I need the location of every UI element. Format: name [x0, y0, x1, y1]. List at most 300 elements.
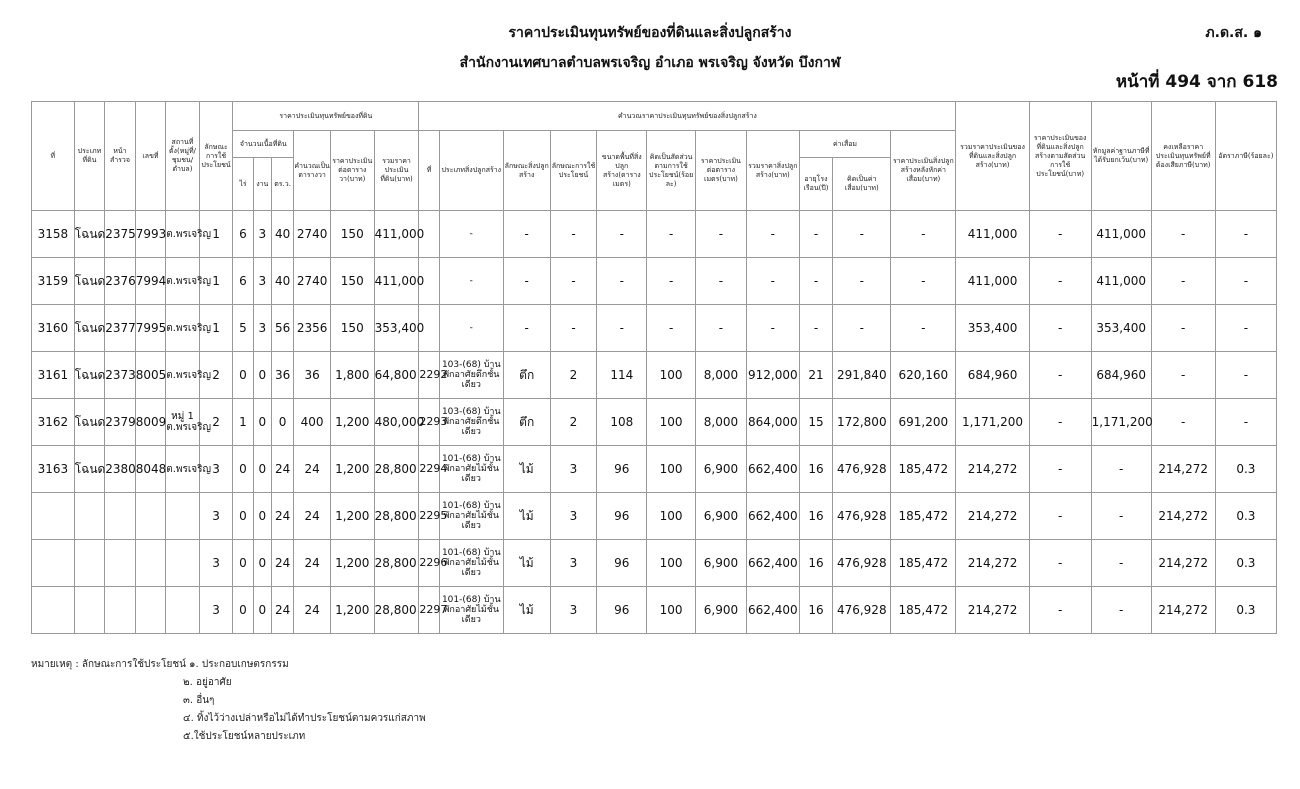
- cell-total-wa: 24: [294, 587, 331, 634]
- cell-ngan: 0: [253, 352, 271, 399]
- cell-ngan: 3: [253, 211, 271, 258]
- cell-building-price-sqm: -: [696, 305, 747, 352]
- col-doc-type: ประเภทที่ดิน: [74, 102, 105, 211]
- cell-survey-page: 2377: [105, 305, 136, 352]
- cell-tax-rate: -: [1215, 211, 1276, 258]
- cell-rai: 1: [233, 399, 253, 446]
- cell-building-total: -: [746, 211, 799, 258]
- cell-doc-type: โฉนด: [74, 352, 105, 399]
- cell-wa: 24: [271, 493, 293, 540]
- cell-building-total: 912,000: [746, 352, 799, 399]
- cell-after-depreciation: -: [891, 211, 956, 258]
- cell-land-total: 28,800: [374, 540, 419, 587]
- cell-deduction: -: [1091, 540, 1151, 587]
- cell-wa: 40: [271, 211, 293, 258]
- cell-price-per-wa: 150: [330, 211, 374, 258]
- cell-wa: 24: [271, 587, 293, 634]
- cell-age: -: [799, 258, 833, 305]
- cell-rai: 0: [233, 587, 253, 634]
- note-item: ๑. ประกอบเกษตรกรรม: [189, 659, 289, 670]
- group-building: คำนวณราคาประเมินทุนทรัพย์ของสิ่งปลูกสร้าง: [419, 102, 956, 131]
- cell-building-kind: ไม้: [503, 587, 550, 634]
- cell-land-use: 2: [199, 352, 233, 399]
- cell-building-pct: -: [647, 211, 696, 258]
- cell-deduction: -: [1091, 446, 1151, 493]
- cell-building-price-sqm: 6,900: [696, 493, 747, 540]
- cell-location: [166, 587, 200, 634]
- cell-no: 3159: [32, 258, 75, 305]
- cell-grand-total: 214,272: [956, 587, 1029, 634]
- cell-deduction: 684,960: [1091, 352, 1151, 399]
- cell-land-use: 3: [199, 540, 233, 587]
- cell-total-wa: 36: [294, 352, 331, 399]
- cell-price-per-wa: 150: [330, 305, 374, 352]
- cell-wa: 0: [271, 399, 293, 446]
- cell-depreciation-amount: -: [833, 305, 891, 352]
- cell-building-use: 3: [550, 587, 597, 634]
- col-price-per-wa: ราคาประเมินต่อตารางวา(บาท): [330, 131, 374, 211]
- cell-tax-rate: -: [1215, 352, 1276, 399]
- page-info: หน้าที่ 494 จาก 618: [1115, 72, 1278, 92]
- cell-tax-rate: 0.3: [1215, 493, 1276, 540]
- cell-location: ต.พรเจริญ: [166, 305, 200, 352]
- cell-age: 16: [799, 587, 833, 634]
- cell-total-wa: 2740: [294, 211, 331, 258]
- cell-building-area: 96: [597, 493, 647, 540]
- cell-remaining: 214,272: [1151, 587, 1215, 634]
- cell-depreciation-amount: -: [833, 211, 891, 258]
- col-building-price-sqm: ราคาประเมินต่อตารางเมตร(บาท): [696, 131, 747, 211]
- cell-building-use: 2: [550, 399, 597, 446]
- cell-building-total: 662,400: [746, 587, 799, 634]
- cell-building-use: 3: [550, 493, 597, 540]
- cell-building-area: -: [597, 258, 647, 305]
- cell-wa: 24: [271, 446, 293, 493]
- cell-building-area: 114: [597, 352, 647, 399]
- cell-building-use: 2: [550, 352, 597, 399]
- cell-age: -: [799, 211, 833, 258]
- cell-building-area: 96: [597, 540, 647, 587]
- cell-depreciation-amount: 172,800: [833, 399, 891, 446]
- cell-age: 16: [799, 493, 833, 540]
- cell-building-type: 101-(68) บ้านพักอาศัยไม้ชั้นเดียว: [439, 493, 503, 540]
- cell-building-type: 101-(68) บ้านพักอาศัยไม้ชั้นเดียว: [439, 587, 503, 634]
- cell-land-total: 28,800: [374, 446, 419, 493]
- cell-survey-page: [105, 540, 136, 587]
- cell-building-kind: ตึก: [503, 399, 550, 446]
- cell-no: [32, 493, 75, 540]
- cell-building-area: 108: [597, 399, 647, 446]
- cell-ngan: 3: [253, 305, 271, 352]
- cell-building-kind: -: [503, 305, 550, 352]
- cell-depreciation-amount: 476,928: [833, 446, 891, 493]
- table-row: [32, 446, 1277, 493]
- cell-after-depreciation: 185,472: [891, 587, 956, 634]
- cell-doc-type: [74, 493, 105, 540]
- col-total-wa: คำนวณเป็นตารางวา: [294, 131, 331, 211]
- cell-depreciation-amount: 476,928: [833, 540, 891, 587]
- cell-location: ต.พรเจริญ: [166, 258, 200, 305]
- form-code: ภ.ด.ส. ๑: [1205, 25, 1262, 41]
- cell-price-per-wa: 1,200: [330, 399, 374, 446]
- cell-building-area: 96: [597, 446, 647, 493]
- cell-remaining: -: [1151, 399, 1215, 446]
- cell-depreciation-amount: 476,928: [833, 587, 891, 634]
- cell-rai: 0: [233, 446, 253, 493]
- cell-doc-number: 8048: [135, 446, 166, 493]
- cell-building-pct: 100: [647, 540, 696, 587]
- cell-building-price-sqm: 6,900: [696, 540, 747, 587]
- cell-building-use: -: [550, 211, 597, 258]
- cell-grand-total: 1,171,200: [956, 399, 1029, 446]
- cell-proportion: -: [1029, 493, 1091, 540]
- cell-no: 3160: [32, 305, 75, 352]
- assessment-table: [31, 101, 1277, 634]
- note-item: ๕.ใช้ประโยชน์หลายประเภท: [183, 731, 306, 742]
- col-building-pct: คิดเป็นสัดส่วนตามการใช้ประโยชน์(ร้อยละ): [647, 131, 696, 211]
- col-proportion: ราคาประเมินของที่ดินและสิ่งปลูกสร้างตามสัดส่วนการใช้ประโยชน์(บาท): [1029, 102, 1091, 211]
- col-no: ที่: [32, 102, 75, 211]
- cell-doc-type: [74, 587, 105, 634]
- col-depreciation-amount: คิดเป็นค่าเสื่อม(บาท): [833, 158, 891, 211]
- cell-building-price-sqm: 8,000: [696, 399, 747, 446]
- cell-after-depreciation: 185,472: [891, 446, 956, 493]
- cell-building-pct: 100: [647, 352, 696, 399]
- cell-no: 3161: [32, 352, 75, 399]
- col-building-area: ขนาดพื้นที่สิ่งปลูกสร้าง(ตารางเมตร): [597, 131, 647, 211]
- cell-survey-page: [105, 587, 136, 634]
- cell-building-kind: ไม้: [503, 540, 550, 587]
- cell-building-price-sqm: 6,900: [696, 446, 747, 493]
- cell-total-wa: 24: [294, 493, 331, 540]
- cell-land-total: 411,000: [374, 211, 419, 258]
- col-grand-total: รวมราคาประเมินของที่ดินและสิ่งปลูกสร้าง(บาท): [956, 102, 1029, 211]
- cell-ngan: 3: [253, 258, 271, 305]
- cell-remaining: -: [1151, 305, 1215, 352]
- cell-no: 3162: [32, 399, 75, 446]
- col-tax-rate: อัตราภาษี(ร้อยละ): [1215, 102, 1276, 211]
- cell-tax-rate: -: [1215, 399, 1276, 446]
- col-age: อายุโรงเรือน(ปี): [799, 158, 833, 211]
- cell-proportion: -: [1029, 305, 1091, 352]
- cell-tax-rate: -: [1215, 305, 1276, 352]
- cell-land-total: 64,800: [374, 352, 419, 399]
- cell-after-depreciation: -: [891, 258, 956, 305]
- cell-after-depreciation: 620,160: [891, 352, 956, 399]
- cell-depreciation-amount: -: [833, 258, 891, 305]
- cell-building-no: 2297: [419, 587, 439, 634]
- cell-building-use: -: [550, 305, 597, 352]
- cell-price-per-wa: 150: [330, 258, 374, 305]
- cell-rai: 0: [233, 493, 253, 540]
- cell-ngan: 0: [253, 446, 271, 493]
- cell-building-total: -: [746, 305, 799, 352]
- page-title: ราคาประเมินทุนทรัพย์ของที่ดินและสิ่งปลูกสร้าง: [508, 25, 792, 41]
- cell-rai: 6: [233, 211, 253, 258]
- cell-after-depreciation: 185,472: [891, 540, 956, 587]
- cell-after-depreciation: 691,200: [891, 399, 956, 446]
- cell-doc-number: [135, 493, 166, 540]
- cell-building-total: 864,000: [746, 399, 799, 446]
- cell-no: 3163: [32, 446, 75, 493]
- cell-land-use: 1: [199, 211, 233, 258]
- cell-ngan: 0: [253, 493, 271, 540]
- cell-building-pct: 100: [647, 446, 696, 493]
- cell-wa: 40: [271, 258, 293, 305]
- cell-land-use: 1: [199, 305, 233, 352]
- cell-deduction: 411,000: [1091, 258, 1151, 305]
- cell-wa: 36: [271, 352, 293, 399]
- cell-remaining: 214,272: [1151, 540, 1215, 587]
- cell-after-depreciation: 185,472: [891, 493, 956, 540]
- cell-price-per-wa: 1,200: [330, 493, 374, 540]
- col-land-use: ลักษณะการใช้ประโยชน์: [199, 102, 233, 211]
- cell-grand-total: 411,000: [956, 211, 1029, 258]
- cell-land-use: 2: [199, 399, 233, 446]
- cell-land-total: 28,800: [374, 587, 419, 634]
- cell-building-total: 662,400: [746, 540, 799, 587]
- cell-remaining: 214,272: [1151, 446, 1215, 493]
- cell-deduction: -: [1091, 493, 1151, 540]
- cell-building-no: 2294: [419, 446, 439, 493]
- cell-building-type: -: [439, 211, 503, 258]
- cell-grand-total: 214,272: [956, 540, 1029, 587]
- page-subtitle: สำนักงานเทศบาลตำบลพรเจริญ อำเภอ พรเจริญ จังหวัด บึงกาฬ: [459, 55, 841, 71]
- cell-building-area: -: [597, 211, 647, 258]
- col-location: สถานที่ตั้ง(หมู่ที่/ชุมชน/ตำบล): [166, 102, 200, 211]
- cell-age: 15: [799, 399, 833, 446]
- cell-doc-number: 7993: [135, 211, 166, 258]
- col-survey-page: หน้าสำรวจ: [105, 102, 136, 211]
- cell-building-kind: ไม้: [503, 493, 550, 540]
- cell-after-depreciation: -: [891, 305, 956, 352]
- cell-building-price-sqm: 8,000: [696, 352, 747, 399]
- cell-no: 3158: [32, 211, 75, 258]
- table-row: [32, 305, 1277, 352]
- cell-building-kind: -: [503, 211, 550, 258]
- cell-remaining: 214,272: [1151, 493, 1215, 540]
- cell-proportion: -: [1029, 352, 1091, 399]
- cell-location: ต.พรเจริญ: [166, 352, 200, 399]
- table-row: [32, 540, 1277, 587]
- cell-building-no: 2293: [419, 399, 439, 446]
- cell-building-total: -: [746, 258, 799, 305]
- cell-building-pct: 100: [647, 587, 696, 634]
- cell-age: 21: [799, 352, 833, 399]
- cell-land-use: 3: [199, 587, 233, 634]
- cell-ngan: 0: [253, 540, 271, 587]
- cell-doc-type: [74, 540, 105, 587]
- note-item: ๔. ทิ้งไว้ว่างเปล่าหรือไม่ได้ทำประโยชน์ตามควรแก่สภาพ: [183, 713, 426, 724]
- cell-land-total: 480,000: [374, 399, 419, 446]
- cell-doc-number: 8005: [135, 352, 166, 399]
- cell-survey-page: 2376: [105, 258, 136, 305]
- table-row: [32, 493, 1277, 540]
- cell-total-wa: 24: [294, 446, 331, 493]
- table-row: [32, 352, 1277, 399]
- cell-doc-type: โฉนด: [74, 446, 105, 493]
- cell-proportion: -: [1029, 446, 1091, 493]
- cell-building-pct: 100: [647, 399, 696, 446]
- cell-building-total: 662,400: [746, 493, 799, 540]
- cell-building-type: 101-(68) บ้านพักอาศัยไม้ชั้นเดียว: [439, 446, 503, 493]
- cell-total-wa: 2356: [294, 305, 331, 352]
- cell-tax-rate: 0.3: [1215, 446, 1276, 493]
- group-depreciation: ค่าเสื่อม: [799, 131, 891, 158]
- cell-age: 16: [799, 540, 833, 587]
- cell-doc-type: โฉนด: [74, 258, 105, 305]
- cell-land-total: 411,000: [374, 258, 419, 305]
- cell-building-pct: -: [647, 305, 696, 352]
- cell-survey-page: [105, 493, 136, 540]
- cell-deduction: 411,000: [1091, 211, 1151, 258]
- cell-building-pct: 100: [647, 493, 696, 540]
- cell-grand-total: 214,272: [956, 446, 1029, 493]
- col-doc-number: เลขที่: [135, 102, 166, 211]
- cell-deduction: 353,400: [1091, 305, 1151, 352]
- cell-survey-page: 2380: [105, 446, 136, 493]
- cell-building-type: 101-(68) บ้านพักอาศัยไม้ชั้นเดียว: [439, 540, 503, 587]
- cell-building-area: 96: [597, 587, 647, 634]
- cell-doc-type: โฉนด: [74, 399, 105, 446]
- cell-building-use: 3: [550, 540, 597, 587]
- cell-rai: 5: [233, 305, 253, 352]
- cell-proportion: -: [1029, 587, 1091, 634]
- cell-age: -: [799, 305, 833, 352]
- cell-building-price-sqm: -: [696, 258, 747, 305]
- cell-location: หมู่ 1 ต.พรเจริญ: [166, 399, 200, 446]
- cell-building-area: -: [597, 305, 647, 352]
- note-item: ๓. อื่นๆ: [183, 695, 215, 706]
- cell-building-no: 2292: [419, 352, 439, 399]
- cell-survey-page: 2373: [105, 352, 136, 399]
- cell-land-total: 28,800: [374, 493, 419, 540]
- table-row: [32, 399, 1277, 446]
- cell-survey-page: 2375: [105, 211, 136, 258]
- cell-remaining: -: [1151, 258, 1215, 305]
- cell-remaining: -: [1151, 211, 1215, 258]
- cell-age: 16: [799, 446, 833, 493]
- notes: [31, 656, 426, 746]
- notes-label: หมายเหตุ : ลักษณะการใช้ประโยชน์: [31, 659, 186, 670]
- cell-tax-rate: -: [1215, 258, 1276, 305]
- cell-building-no: 2296: [419, 540, 439, 587]
- cell-remaining: -: [1151, 352, 1215, 399]
- cell-building-type: 103-(68) บ้านพักอาศัยตึกชั้นเดียว: [439, 352, 503, 399]
- col-land-total: รวมราคาประเมินที่ดิน(บาท): [374, 131, 419, 211]
- col-rai: ไร่: [233, 158, 253, 211]
- cell-price-per-wa: 1,200: [330, 587, 374, 634]
- col-wa: ตร.ว.: [271, 158, 293, 211]
- cell-building-price-sqm: -: [696, 211, 747, 258]
- cell-land-use: 3: [199, 493, 233, 540]
- cell-doc-number: 7994: [135, 258, 166, 305]
- cell-building-price-sqm: 6,900: [696, 587, 747, 634]
- cell-wa: 24: [271, 540, 293, 587]
- cell-doc-type: โฉนด: [74, 211, 105, 258]
- cell-building-type: -: [439, 258, 503, 305]
- cell-total-wa: 2740: [294, 258, 331, 305]
- cell-doc-number: 8009: [135, 399, 166, 446]
- cell-proportion: -: [1029, 258, 1091, 305]
- col-after-depreciation: ราคาประเมินสิ่งปลูกสร้างหลังหักค่าเสื่อม(บาท): [891, 131, 956, 211]
- cell-location: [166, 540, 200, 587]
- note-item: ๒. อยู่อาศัย: [183, 677, 232, 688]
- cell-total-wa: 24: [294, 540, 331, 587]
- cell-no: [32, 587, 75, 634]
- cell-building-use: 3: [550, 446, 597, 493]
- cell-land-use: 3: [199, 446, 233, 493]
- cell-deduction: -: [1091, 587, 1151, 634]
- table-row: [32, 258, 1277, 305]
- cell-price-per-wa: 1,800: [330, 352, 374, 399]
- cell-doc-number: [135, 587, 166, 634]
- cell-location: ต.พรเจริญ: [166, 211, 200, 258]
- cell-building-type: 103-(68) บ้านพักอาศัยตึกชั้นเดียว: [439, 399, 503, 446]
- cell-rai: 0: [233, 540, 253, 587]
- cell-grand-total: 411,000: [956, 258, 1029, 305]
- col-building-total: รวมราคาสิ่งปลูกสร้าง(บาท): [746, 131, 799, 211]
- col-ngan: งาน: [253, 158, 271, 211]
- cell-building-pct: -: [647, 258, 696, 305]
- cell-building-type: -: [439, 305, 503, 352]
- cell-deduction: 1,171,200: [1091, 399, 1151, 446]
- cell-proportion: -: [1029, 399, 1091, 446]
- cell-grand-total: 353,400: [956, 305, 1029, 352]
- cell-building-no: 2295: [419, 493, 439, 540]
- cell-rai: 6: [233, 258, 253, 305]
- group-land: ราคาประเมินทุนทรัพย์ของที่ดิน: [233, 102, 419, 131]
- col-remaining: คงเหลือราคาประเมินทุนทรัพย์ที่ต้องเสียภาษี(บาท): [1151, 102, 1215, 211]
- col-building-kind: ลักษณะสิ่งปลูกสร้าง: [503, 131, 550, 211]
- col-building-use: ลักษณะการใช้ประโยชน์: [550, 131, 597, 211]
- cell-doc-type: โฉนด: [74, 305, 105, 352]
- cell-no: [32, 540, 75, 587]
- cell-location: [166, 493, 200, 540]
- col-building-no: ที่: [419, 131, 439, 211]
- cell-ngan: 0: [253, 587, 271, 634]
- cell-proportion: -: [1029, 540, 1091, 587]
- cell-ngan: 0: [253, 399, 271, 446]
- cell-grand-total: 684,960: [956, 352, 1029, 399]
- cell-rai: 0: [233, 352, 253, 399]
- cell-doc-number: [135, 540, 166, 587]
- cell-wa: 56: [271, 305, 293, 352]
- cell-depreciation-amount: 476,928: [833, 493, 891, 540]
- cell-tax-rate: 0.3: [1215, 587, 1276, 634]
- cell-location: ต.พรเจริญ: [166, 446, 200, 493]
- cell-tax-rate: 0.3: [1215, 540, 1276, 587]
- table-row: [32, 211, 1277, 258]
- cell-building-kind: ไม้: [503, 446, 550, 493]
- cell-price-per-wa: 1,200: [330, 446, 374, 493]
- cell-building-total: 662,400: [746, 446, 799, 493]
- col-deduction: หักมูลค่าฐานภาษีที่ได้รับยกเว้น(บาท): [1091, 102, 1151, 211]
- cell-survey-page: 2379: [105, 399, 136, 446]
- cell-proportion: -: [1029, 211, 1091, 258]
- cell-land-total: 353,400: [374, 305, 419, 352]
- cell-building-use: -: [550, 258, 597, 305]
- cell-building-kind: ตึก: [503, 352, 550, 399]
- group-area: จำนวนเนื้อที่ดิน: [233, 131, 294, 158]
- cell-grand-total: 214,272: [956, 493, 1029, 540]
- cell-total-wa: 400: [294, 399, 331, 446]
- cell-doc-number: 7995: [135, 305, 166, 352]
- cell-depreciation-amount: 291,840: [833, 352, 891, 399]
- table-row: [32, 587, 1277, 634]
- cell-price-per-wa: 1,200: [330, 540, 374, 587]
- col-building-type: ประเภทสิ่งปลูกสร้าง: [439, 131, 503, 211]
